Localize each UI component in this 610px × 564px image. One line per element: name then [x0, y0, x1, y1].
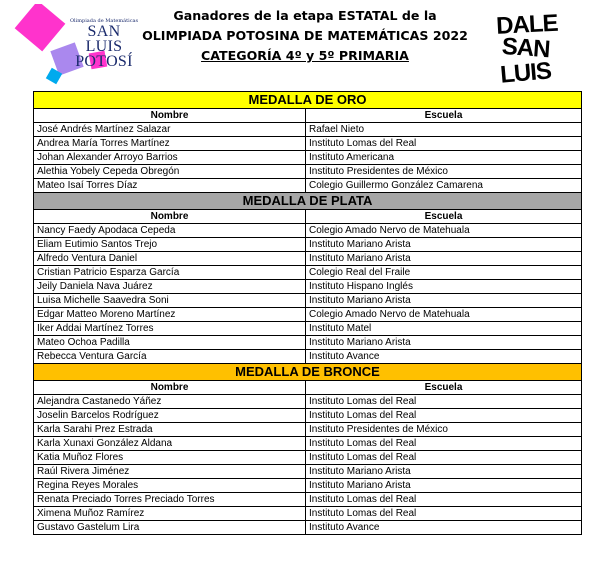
table-row: [34, 437, 582, 451]
page-header: [140, 6, 470, 66]
table-row: [34, 507, 582, 521]
winner-school: Instituto Presidentes de México: [306, 165, 582, 179]
brand-line-2: SAN: [500, 32, 551, 64]
winner-name: Joselin Barcelos Rodríguez: [34, 409, 306, 423]
winner-school: Instituto Mariano Arista: [306, 294, 582, 308]
winner-name: Edgar Matteo Moreno Martínez: [34, 308, 306, 322]
winner-school: Instituto Lomas del Real: [306, 137, 582, 151]
winner-school: Instituto Presidentes de México: [306, 423, 582, 437]
column-header-row: [34, 210, 582, 224]
winner-school: Instituto Mariano Arista: [306, 252, 582, 266]
table-row: [34, 350, 582, 364]
winner-name: Nancy Faedy Apodaca Cepeda: [34, 224, 306, 238]
logo-text: [68, 18, 140, 69]
winner-school: Colegio Amado Nervo de Matehuala: [306, 308, 582, 322]
winner-name: Luisa Michelle Saavedra Soni: [34, 294, 306, 308]
winner-school: Instituto Lomas del Real: [306, 507, 582, 521]
medal-title: MEDALLA DE ORO: [34, 92, 582, 109]
winner-name: Rebecca Ventura García: [34, 350, 306, 364]
winners-table: [33, 91, 582, 535]
table-row: [34, 336, 582, 350]
column-header-school: Escuela: [306, 109, 582, 123]
header-line-2: OLIMPIADA POTOSINA DE MATEMÁTICAS 2022: [142, 28, 468, 43]
winner-school: Instituto Hispano Inglés: [306, 280, 582, 294]
table-row: [34, 451, 582, 465]
winner-school: Colegio Guillermo González Camarena: [306, 179, 582, 193]
winner-school: Instituto Lomas del Real: [306, 493, 582, 507]
column-header-school: Escuela: [306, 381, 582, 395]
winner-school: Rafael Nieto: [306, 123, 582, 137]
table-row: [34, 294, 582, 308]
winner-name: Andrea María Torres Martínez: [34, 137, 306, 151]
column-header-name: Nombre: [34, 210, 306, 224]
table-row: [34, 280, 582, 294]
winner-name: Karla Sarahi Prez Estrada: [34, 423, 306, 437]
medal-title: MEDALLA DE BRONCE: [34, 364, 582, 381]
table-row: [34, 224, 582, 238]
winner-name: Alejandra Castanedo Yáñez: [34, 395, 306, 409]
winner-name: Gustavo Gastelum Lira: [34, 521, 306, 535]
table-row: [34, 479, 582, 493]
header-line-1: Ganadores de la etapa ESTATAL de la: [173, 8, 437, 23]
winner-name: Raúl Rivera Jiménez: [34, 465, 306, 479]
winner-name: Mateo Isaí Torres Díaz: [34, 179, 306, 193]
winner-name: Cristian Patricio Esparza García: [34, 266, 306, 280]
column-header-row: [34, 381, 582, 395]
winner-name: Renata Preciado Torres Preciado Torres: [34, 493, 306, 507]
winner-school: Instituto Avance: [306, 521, 582, 535]
column-header-name: Nombre: [34, 381, 306, 395]
winner-name: Jeily Daniela Nava Juárez: [34, 280, 306, 294]
winner-name: Johan Alexander Arroyo Barrios: [34, 151, 306, 165]
column-header-name: Nombre: [34, 109, 306, 123]
table-row: [34, 308, 582, 322]
winner-school: Instituto Mariano Arista: [306, 336, 582, 350]
winner-school: Instituto Avance: [306, 350, 582, 364]
winner-name: Regina Reyes Morales: [34, 479, 306, 493]
winner-name: Iker Addai Martínez Torres: [34, 322, 306, 336]
winner-name: Mateo Ochoa Padilla: [34, 336, 306, 350]
winner-name: Alethia Yobely Cepeda Obregón: [34, 165, 306, 179]
column-header-row: [34, 109, 582, 123]
logo-pink-square: [15, 4, 66, 51]
table-row: [34, 521, 582, 535]
winner-school: Instituto Americana: [306, 151, 582, 165]
table-row: [34, 123, 582, 137]
dale-san-luis-logo: [488, 8, 576, 84]
winner-name: Ximena Muñoz Ramírez: [34, 507, 306, 521]
winner-school: Colegio Amado Nervo de Matehuala: [306, 224, 582, 238]
winner-school: Instituto Mariano Arista: [306, 479, 582, 493]
medal-title: MEDALLA DE PLATA: [34, 193, 582, 210]
table-row: [34, 179, 582, 193]
medal-section-header: [34, 193, 582, 210]
table-row: [34, 266, 582, 280]
winner-school: Instituto Matel: [306, 322, 582, 336]
table-row: [34, 151, 582, 165]
table-row: [34, 137, 582, 151]
winner-name: Eliam Eutimio Santos Trejo: [34, 238, 306, 252]
winner-name: Alfredo Ventura Daniel: [34, 252, 306, 266]
winner-school: Instituto Mariano Arista: [306, 465, 582, 479]
table-row: [34, 493, 582, 507]
logo-line-2: POTOSÍ: [75, 53, 133, 70]
column-header-school: Escuela: [306, 210, 582, 224]
winner-name: Katia Muñoz Flores: [34, 451, 306, 465]
winner-name: José Andrés Martínez Salazar: [34, 123, 306, 137]
medal-section-header: [34, 92, 582, 109]
header-category: CATEGORÍA 4º y 5º PRIMARIA: [201, 48, 409, 63]
brand-line-3: LUIS: [499, 57, 552, 84]
table-row: [34, 465, 582, 479]
winner-school: Instituto Lomas del Real: [306, 409, 582, 423]
winner-name: Karla Xunaxi González Aldana: [34, 437, 306, 451]
table-row: [34, 423, 582, 437]
brand-lettering: [488, 8, 576, 84]
winner-school: Instituto Lomas del Real: [306, 451, 582, 465]
winner-school: Instituto Lomas del Real: [306, 395, 582, 409]
logo-line-1: SAN LUIS: [85, 23, 123, 55]
brand-line-1: DALE: [495, 9, 559, 40]
olympiad-logo: [10, 4, 140, 90]
table-row: [34, 252, 582, 266]
logo-small-text: Olimpiada de Matemáticas: [69, 18, 139, 24]
winners-table-body: [34, 92, 582, 535]
medal-section-header: [34, 364, 582, 381]
winner-school: Instituto Mariano Arista: [306, 238, 582, 252]
winner-school: Colegio Real del Fraile: [306, 266, 582, 280]
table-row: [34, 165, 582, 179]
table-row: [34, 322, 582, 336]
table-row: [34, 409, 582, 423]
table-row: [34, 238, 582, 252]
table-row: [34, 395, 582, 409]
winner-school: Instituto Lomas del Real: [306, 437, 582, 451]
